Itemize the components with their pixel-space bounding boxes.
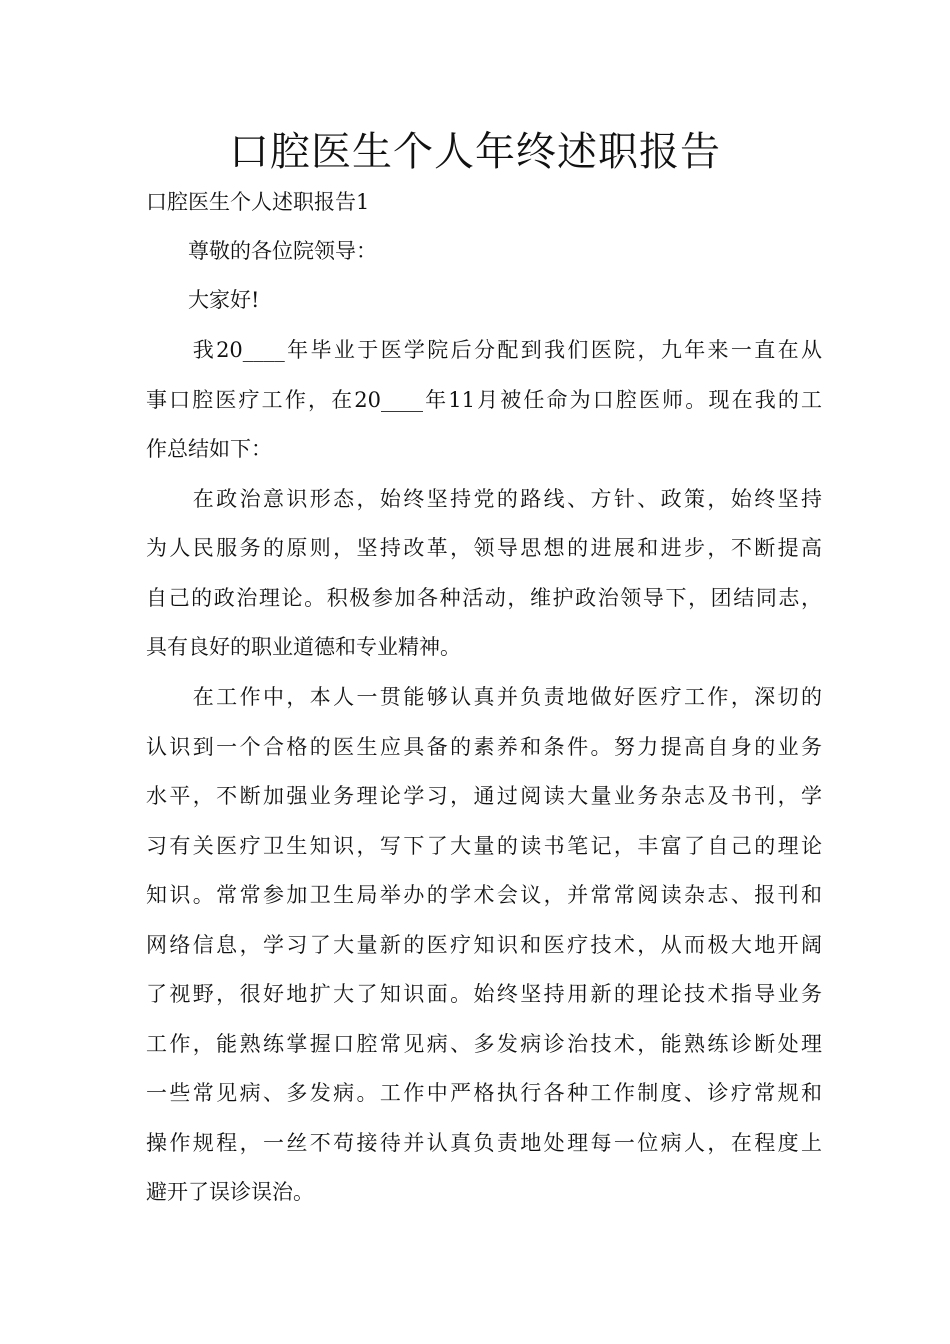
text-line: 网络信息，学习了大量新的医疗知识和医疗技术，从而极大地开阔 — [146, 933, 822, 957]
text-line: 我20____年毕业于医学院后分配到我们医院，九年来一直在从 — [146, 338, 822, 362]
text-line: 认识到一个合格的医生应具备的素养和条件。努力提高自身的业务 — [146, 735, 822, 759]
text-line: 作总结如下： — [146, 437, 272, 461]
greeting-line: 大家好! — [146, 288, 260, 312]
salutation-line: 尊敬的各位院领导： — [146, 239, 377, 263]
text-line: 习有关医疗卫生知识，写下了大量的读书笔记，丰富了自己的理论 — [146, 834, 822, 858]
text-line: 工作，能熟练掌握口腔常见病、多发病诊治技术，能熟练诊断处理 — [146, 1032, 822, 1056]
text-line: 事口腔医疗工作，在20____年11月被任命为口腔医师。现在我的工 — [146, 388, 822, 412]
text-line: 在工作中，本人一贯能够认真并负责地做好医疗工作，深切的 — [146, 685, 822, 709]
text-line: 知识。常常参加卫生局举办的学术会议，并常常阅读杂志、报刊和 — [146, 883, 822, 907]
text-line: 了视野，很好地扩大了知识面。始终坚持用新的理论技术指导业务 — [146, 982, 822, 1006]
text-line: 操作规程，一丝不苟接待并认真负责地处理每一位病人，在程度上 — [146, 1131, 822, 1155]
text-line: 一些常见病、多发病。工作中严格执行各种工作制度、诊疗常规和 — [146, 1081, 822, 1105]
text-line: 在政治意识形态，始终坚持党的路线、方针、政策，始终坚持 — [146, 487, 822, 511]
text-line: 自己的政治理论。积极参加各种活动，维护政治领导下，团结同志， — [146, 586, 822, 610]
text-line: 具有良好的职业道德和专业精神。 — [146, 635, 461, 659]
document-title: 口腔医生个人年终述职报告 — [229, 129, 721, 175]
document-subtitle: 口腔医生个人述职报告1 — [146, 190, 370, 214]
text-line: 为人民服务的原则，坚持改革，领导思想的进展和进步，不断提高 — [146, 536, 822, 560]
text-line: 避开了误诊误治。 — [146, 1180, 314, 1204]
text-line: 水平，不断加强业务理论学习，通过阅读大量业务杂志及书刊，学 — [146, 784, 822, 808]
